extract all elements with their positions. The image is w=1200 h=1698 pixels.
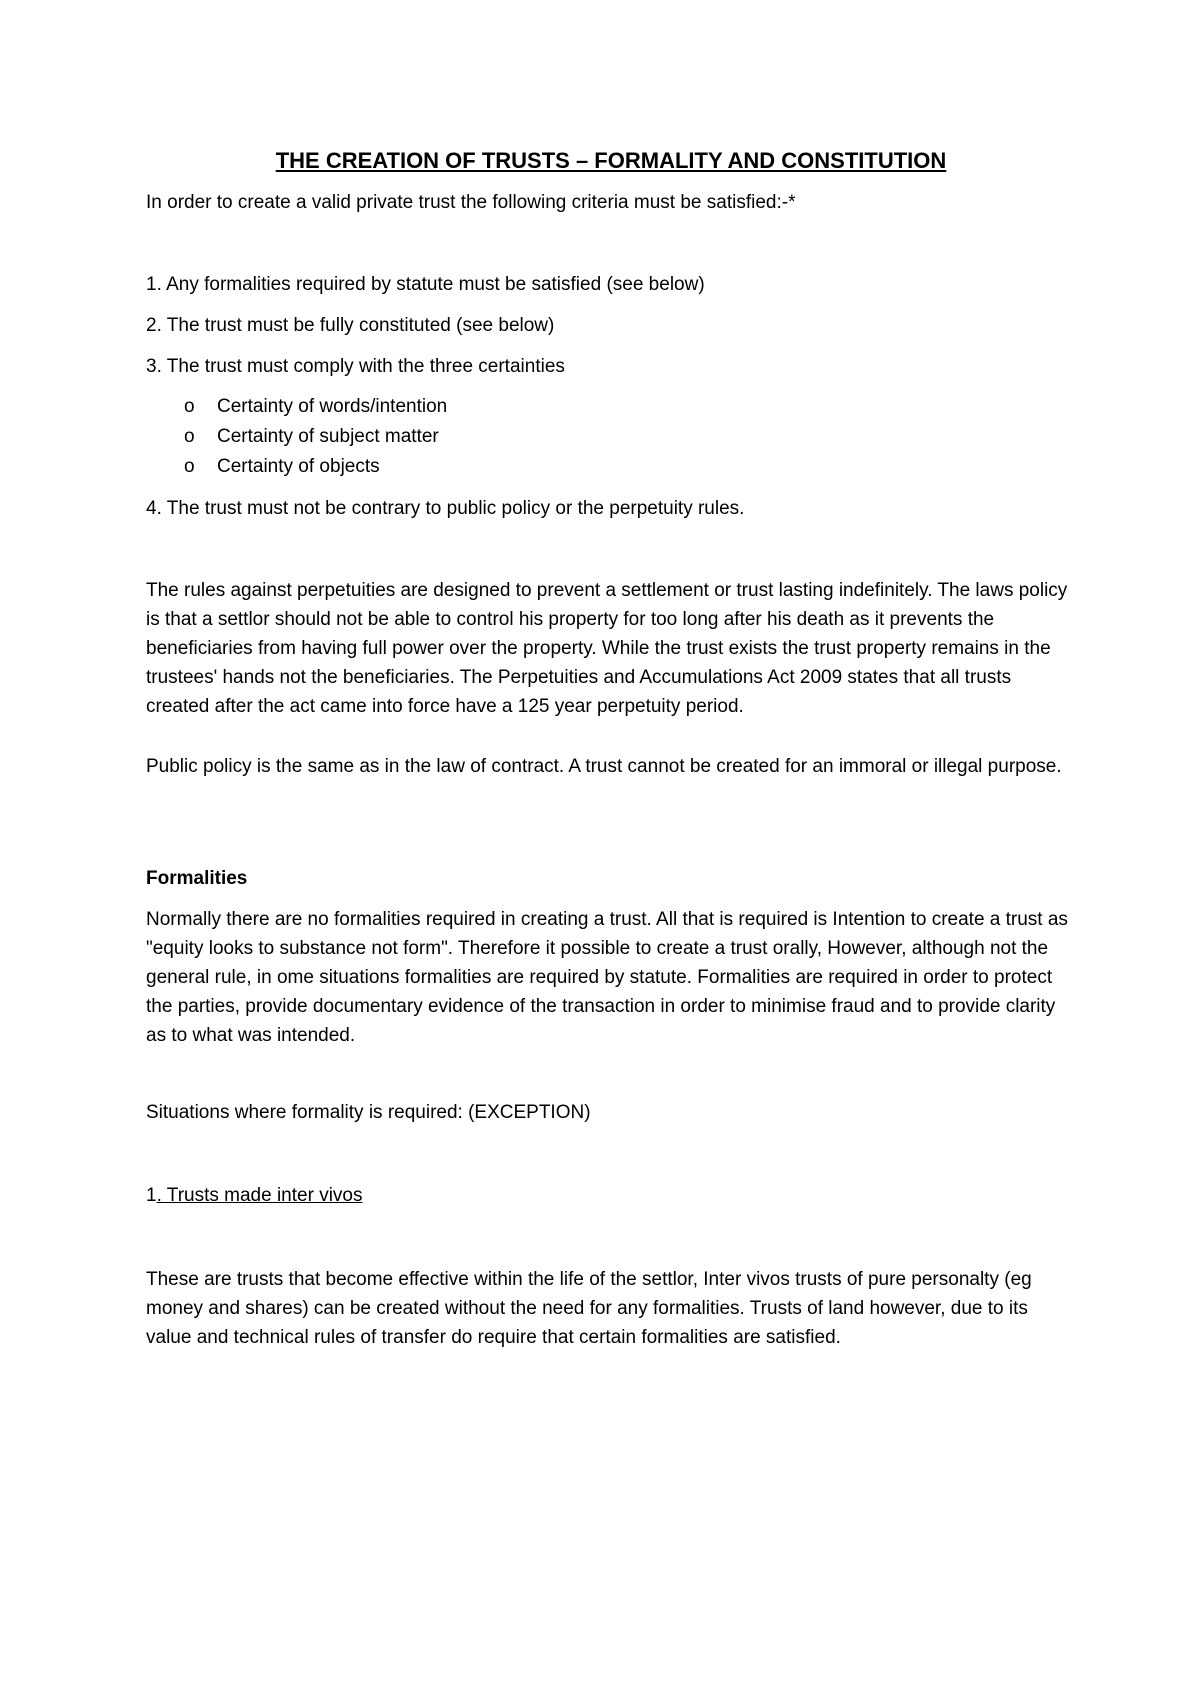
situations-line: Situations where formality is required: (EXCEPTION) [146,1102,591,1123]
list-item [184,452,447,482]
certainty-subject-matter: Certainty of subject matter [217,426,439,447]
intro-text: In order to create a valid private trust the following criteria must be satisfied:-* [146,192,796,213]
bullet-marker: o [184,426,195,447]
criterion-2: 2. The trust must be fully constituted (see below) [146,315,555,336]
subheading-inter-vivos [146,1181,1076,1210]
bullet-marker: o [184,456,195,477]
criterion-3: 3. The trust must comply with the three certainties [146,356,565,377]
subheading-text: . Trusts made inter vivos [156,1185,363,1206]
certainties-list [184,392,447,482]
certainty-objects: Certainty of objects [217,456,380,477]
list-item [184,422,447,452]
bullet-marker: o [184,396,195,417]
inter-vivos-paragraph: These are trusts that become effective within the life of the settlor, Inter vivos trusts of pure personalty (eg money and shares) can be created without the need for any formalities. Trusts of land however, due to its value and technical rules of transfer do require that certain formalities are satisfied. [146,1269,1032,1348]
public-policy-paragraph: Public policy is the same as in the law of contract. A trust cannot be created for an immoral or illegal purpose. [146,756,1062,777]
formalities-paragraph: Normally there are no formalities required in creating a trust. All that is required is Intention to create a trust as "equity looks to substance not form". Therefore it possible to create a trust orally, However, although not the general rule, in ome situations formalities are required by statute. Formalities are required in order to protect the parties, provide documentary evidence of the transaction in order to minimise fraud and to provide clarity as to what was intended. [146,909,1068,1046]
document-title: THE CREATION OF TRUSTS – FORMALITY AND CONSTITUTION [275,148,947,173]
subheading-number: 1 [146,1185,157,1206]
criterion-4: 4. The trust must not be contrary to public policy or the perpetuity rules. [146,498,745,519]
certainty-words: Certainty of words/intention [217,396,448,417]
formalities-heading: Formalities [146,868,248,889]
perpetuities-paragraph: The rules against perpetuities are designed to prevent a settlement or trust lasting indefinitely. The laws policy is that a settlor should not be able to control his property for too long after his death as it prevents the beneficiaries from having full power over the property. While the trust exists the trust property remains in the trustees' hands not the beneficiaries. The Perpetuities and Accumulations Act 2009 states that all trusts created after the act came into force have a 125 year perpetuity period. [146,580,1068,717]
list-item [184,392,447,422]
criterion-1: 1. Any formalities required by statute must be satisfied (see below) [146,274,705,295]
